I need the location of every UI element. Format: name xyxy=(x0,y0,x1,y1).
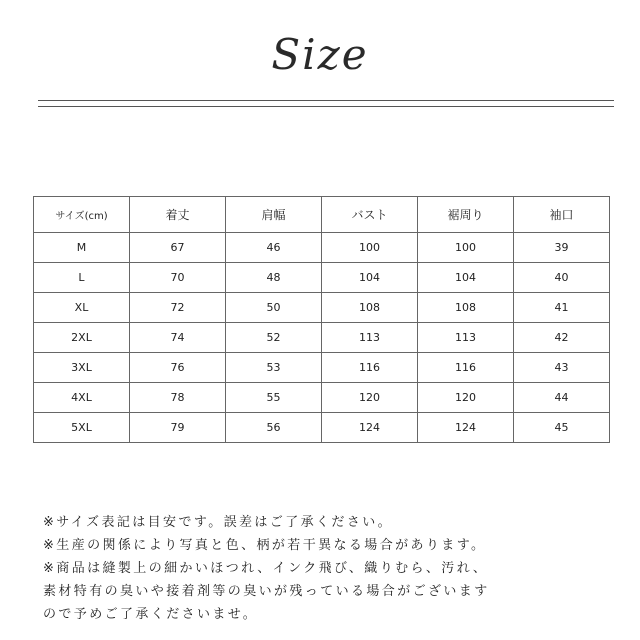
note-line: ※商品は縫製上の細かいほつれ、インク飛び、織りむら、汚れ、 xyxy=(43,561,489,576)
shoulder-cell: 46 xyxy=(226,233,322,263)
bust-cell: 108 xyxy=(322,293,418,323)
shoulder-cell: 55 xyxy=(226,383,322,413)
size-table xyxy=(33,196,610,443)
header-size: サイズ(cm) xyxy=(34,197,130,233)
table-row xyxy=(34,353,610,383)
cuff-cell: 41 xyxy=(514,293,610,323)
hem-cell: 116 xyxy=(418,353,514,383)
length-cell: 74 xyxy=(130,323,226,353)
hem-cell: 124 xyxy=(418,413,514,443)
length-cell: 79 xyxy=(130,413,226,443)
header-cuff: 袖口 xyxy=(514,197,610,233)
cuff-cell: 40 xyxy=(514,263,610,293)
shoulder-cell: 50 xyxy=(226,293,322,323)
size-cell: M xyxy=(34,233,130,263)
length-cell: 78 xyxy=(130,383,226,413)
note-line: ※サイズ表記は目安です。誤差はご了承ください。 xyxy=(43,515,394,530)
size-cell: 2XL xyxy=(34,323,130,353)
title-divider-top xyxy=(38,100,614,101)
bust-cell: 120 xyxy=(322,383,418,413)
header-hem: 裾周り xyxy=(418,197,514,233)
hem-cell: 104 xyxy=(418,263,514,293)
shoulder-cell: 56 xyxy=(226,413,322,443)
length-cell: 67 xyxy=(130,233,226,263)
table-row xyxy=(34,383,610,413)
notes-block xyxy=(43,511,633,626)
size-cell: XL xyxy=(34,293,130,323)
shoulder-cell: 53 xyxy=(226,353,322,383)
header-bust: バスト xyxy=(322,197,418,233)
note-line: ので予めご了承くださいませ。 xyxy=(43,607,259,622)
size-title: Size xyxy=(271,30,369,79)
cuff-cell: 42 xyxy=(514,323,610,353)
length-cell: 76 xyxy=(130,353,226,383)
note-line: 素材特有の臭いや接着剤等の臭いが残っている場合がございます xyxy=(43,584,490,599)
table-row xyxy=(34,263,610,293)
header-length: 着丈 xyxy=(130,197,226,233)
bust-cell: 113 xyxy=(322,323,418,353)
note-line: ※生産の関係により写真と色、柄が若干異なる場合があります。 xyxy=(43,538,487,553)
cuff-cell: 45 xyxy=(514,413,610,443)
table-row xyxy=(34,293,610,323)
shoulder-cell: 48 xyxy=(226,263,322,293)
table-row xyxy=(34,413,610,443)
size-cell: 3XL xyxy=(34,353,130,383)
length-cell: 70 xyxy=(130,263,226,293)
cuff-cell: 39 xyxy=(514,233,610,263)
header-shoulder: 肩幅 xyxy=(226,197,322,233)
length-cell: 72 xyxy=(130,293,226,323)
table-row xyxy=(34,323,610,353)
table-row xyxy=(34,233,610,263)
cuff-cell: 43 xyxy=(514,353,610,383)
bust-cell: 116 xyxy=(322,353,418,383)
size-table-header-row xyxy=(34,197,610,233)
size-cell: L xyxy=(34,263,130,293)
hem-cell: 108 xyxy=(418,293,514,323)
hem-cell: 100 xyxy=(418,233,514,263)
cuff-cell: 44 xyxy=(514,383,610,413)
size-cell: 4XL xyxy=(34,383,130,413)
bust-cell: 104 xyxy=(322,263,418,293)
hem-cell: 120 xyxy=(418,383,514,413)
hem-cell: 113 xyxy=(418,323,514,353)
title-divider-bottom xyxy=(38,106,614,107)
size-cell: 5XL xyxy=(34,413,130,443)
shoulder-cell: 52 xyxy=(226,323,322,353)
bust-cell: 124 xyxy=(322,413,418,443)
bust-cell: 100 xyxy=(322,233,418,263)
